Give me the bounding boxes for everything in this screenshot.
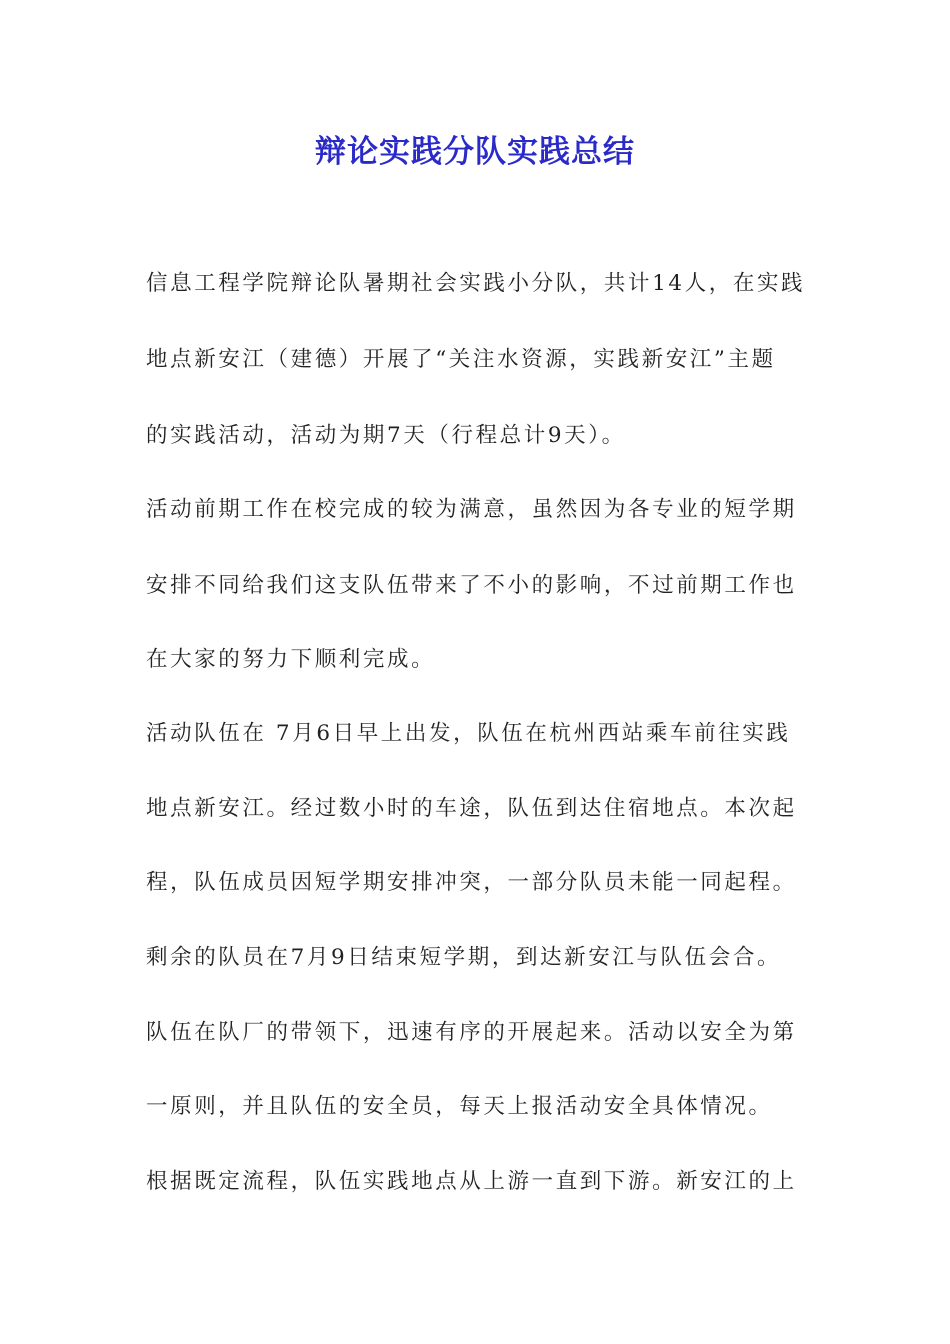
text-line-12: 一原则，并且队伍的安全员，每天上报活动安全具体情况。 (146, 1094, 773, 1119)
text-line-6: 在大家的努力下顺利完成。 (146, 647, 436, 672)
text-line-10: 剩余的队员在7月9日结束短学期，到达新安江与队伍会合。 (146, 945, 782, 970)
text-line-3: 的实践活动，活动为期7天（行程总计9天）。 (146, 423, 626, 448)
text-line-4: 活动前期工作在校完成的较为满意，虽然因为各专业的短学期 (146, 497, 797, 522)
text-line-8: 地点新安江。经过数小时的车途，队伍到达住宿地点。本次起 (146, 796, 797, 821)
text-line-1: 信息工程学院辩论队暑期社会实践小分队，共计14人，在实践 (146, 271, 806, 296)
text-line-2: 地点新安江（建德）开展了“关注水资源，实践新安江”主题 (146, 347, 776, 372)
text-line-9: 程，队伍成员因短学期安排冲突，一部分队员未能一同起程。 (146, 870, 797, 895)
text-line-13: 根据既定流程，队伍实践地点从上游一直到下游。新安江的上 (146, 1169, 797, 1194)
text-line-7: 活动队伍在 7月6日早上出发，队伍在杭州西站乘车前往实践 (146, 721, 791, 746)
text-line-11: 队伍在队厂的带领下，迅速有序的开展起来。活动以安全为第 (146, 1020, 797, 1045)
text-line-5: 安排不同给我们这支队伍带来了不小的影响，不过前期工作也 (146, 573, 797, 598)
document-title: 辩论实践分队实践总结 (315, 134, 635, 170)
